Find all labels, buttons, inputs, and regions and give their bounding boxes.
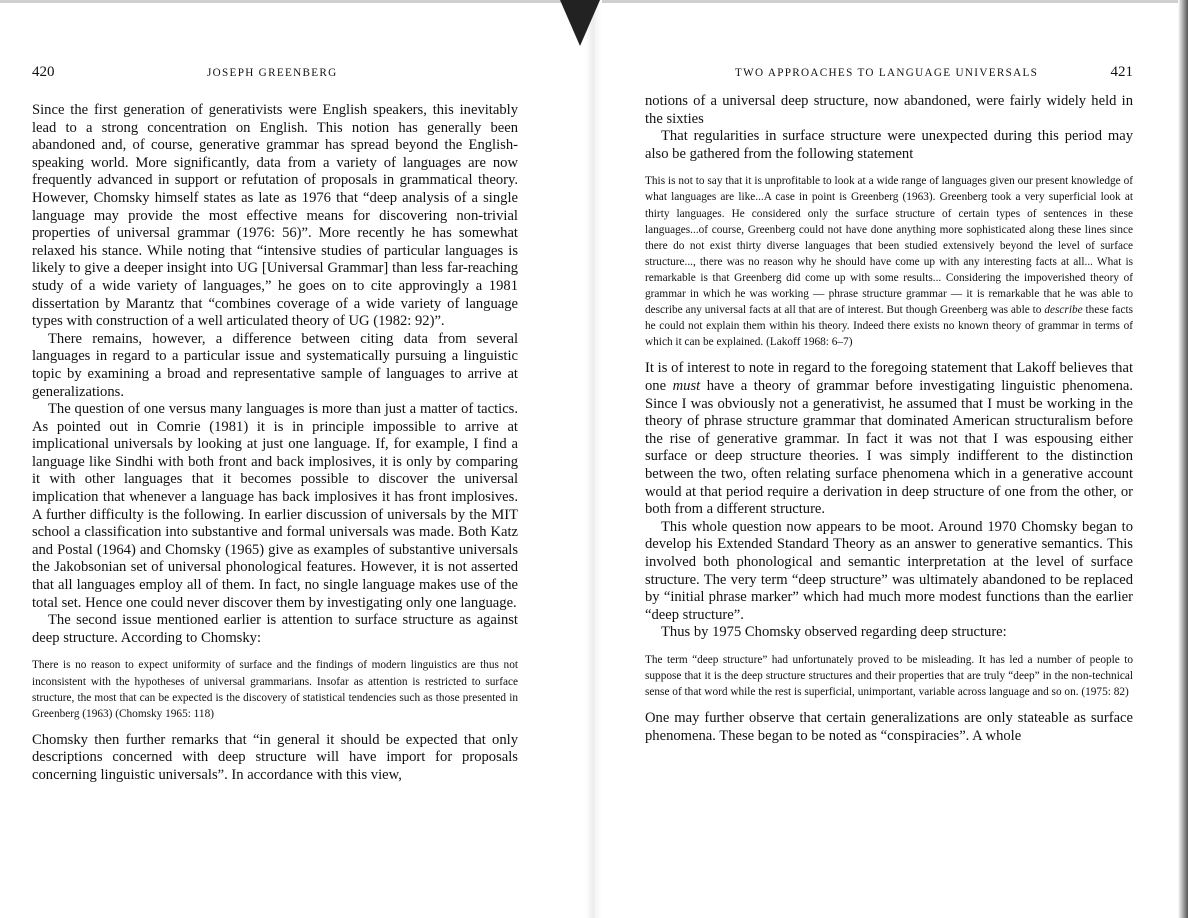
- paragraph: Chomsky then further remarks that “in general it should be expected that only descriptions concerned with deep structure will have import for proposals concerning linguistic universals”. In accordance with this view,: [32, 731, 518, 783]
- block-quote: [645, 173, 1133, 350]
- emphasis: must: [672, 378, 701, 394]
- page-number: 421: [1110, 64, 1133, 80]
- block-quote: There is no reason to expect uniformity of surface and the findings of modern linguistics are thus not inconsistent with the hypotheses of universal grammarians. Insofar as attention is restricted to surface structure, the most that can be expected is the discovery of statistical tendencies such as those presented in Greenberg (1963) (Chomsky 1965: 118): [32, 659, 518, 720]
- paragraph: This whole question now appears to be moot. Around 1970 Chomsky began to develop his Extended Standard Theory as an answer to generative semantics. This involved both phonological and semantic interpretation at the level of surface structure. The very term “deep structure” was ultimately abandoned to be replaced by “initial phrase marker” which had much more modest functions than the earlier “deep structure”.: [645, 518, 1133, 623]
- paragraph: The second issue mentioned earlier is attention to surface structure as against deep structure. According to Chomsky:: [32, 612, 518, 646]
- paragraph: Thus by 1975 Chomsky observed regarding deep structure:: [661, 624, 1007, 641]
- left-page-header: [32, 64, 518, 86]
- paragraph-text: have a theory of grammar before investigating linguistic phenomena. Since I was obviously not a generativist, he assumed that I must be working in the theory of phrase structure grammar that dominated American structuralism before the rise of generative grammar. In fact it was not that I was espousing either surface or deep structure theories. I was simply indifferent to the distinction between the two, often relating surface phenomena which in a generative account would at that period require a derivation in deep structure of one from the other, or both from a different structure.: [645, 378, 1133, 518]
- gutter-shadow-mark: [560, 0, 600, 46]
- paragraph: One may further observe that certain generalizations are only stateable as surface phenomena. These began to be noted as “conspiracies”. A whole: [645, 710, 1133, 744]
- block-quote: The term “deep structure” had unfortunately proved to be misleading. It has led a number of people to suppose that it is the deep structure structures and their properties that are truly “deep” in the non-technical sense of that word while the rest is superficial, unimportant, variable across language and so on. (1975: 82): [645, 653, 1133, 699]
- paragraph: notions of a universal deep structure, now abandoned, were fairly widely held in the sixties: [645, 93, 1133, 127]
- running-head: JOSEPH GREENBERG: [207, 67, 338, 79]
- book-gutter: [586, 0, 602, 918]
- left-page-body: [32, 102, 518, 785]
- page-number: 420: [32, 64, 55, 80]
- paragraph: Since the first generation of generativists were English speakers, this inevitably lead to a strong concentration on English. This notion has generally been abandoned and, of course, generative grammar has spread beyond the English-speaking world. More significantly, data from a variety of languages are now frequently advanced in support or refutation of proposals in grammatical theory. However, Chomsky himself states as late as 1976 that “deep analysis of a single language may provide the most effective means for discovering non-trivial properties of universal grammar (1976: 56)”. More recently he has somewhat relaxed his stance. While noting that “intensive studies of particular languages is likely to give a deeper insight into UG [Universal Grammar] than less far-reaching study of a wide variety of languages,” he goes on to cite approvingly a 1981 dissertation by Marantz that “combines coverage of a wide variety of language types with construction of a well articulated theory of UG (1982: 92)”.: [32, 102, 518, 330]
- page-edge-shadow: [1178, 0, 1188, 918]
- right-page-body: [645, 93, 1133, 745]
- right-page-header: [645, 64, 1133, 86]
- paragraph: [645, 360, 1133, 518]
- paragraph-text: It is of interest to note in regard to the foregoing statement that Lakoff believes that one: [645, 360, 1133, 394]
- quote-text: This is not to say that it is unprofitable to look at a wide range of languages given our present knowledge of what languages are like...A case in point is Greenberg (1963). Greenberg took a very superficial look at thirty languages. He considered only the surface structure of certain types of sentences in these languages...of course, Greenberg could not have done anything more sophisticated along these lines since there do not exist thirty diverse languages that been studied extensively beyond the level of surface structure..., there was no reason why he should have come up with any interesting facts at all... What is remarkable is that Greenberg did come up with some results... Considering the impoverished theory of grammar in which he was working — phrase structure grammar — it is remarkable that he was able to describe any universal facts at all that are of interest. But though Greenberg was able to: [645, 175, 1133, 317]
- running-head: TWO APPROACHES TO LANGUAGE UNIVERSALS: [735, 67, 1039, 79]
- paragraph: There remains, however, a difference between citing data from several languages in regard to a particular issue and systematically pursuing a linguistic topic by examining a broad and representative sample of languages to arrive at generalizations.: [32, 330, 518, 400]
- quote-text: these facts he could not explain them within his theory. Indeed there exists no known theory of grammar in terms of which it can be explained. (Lakoff 1968: 6–7): [645, 304, 1133, 349]
- paragraph: The question of one versus many languages is more than just a matter of tactics. As pointed out in Comrie (1981) it is in principle impossible to arrive at implicational universals by looking at just one language. If, for example, I find a language like Sindhi with both front and back implosives, it is only by comparing it with other languages that it becomes possible to discover the universal implication that whenever a language has back implosives it has front implosives. A further difficulty is the following. In earlier discussion of universals by the MIT school a classification into substantive and formal universals was made. Both Katz and Postal (1964) and Chomsky (1965) give as examples of substantive universals the Jakobsonian set of universal phonological features. However, it is not asserted that all languages employ all of them. In fact, no single language makes use of the total set. Hence one could never discover them by investigating only one language.: [32, 401, 518, 611]
- emphasis: describe: [1044, 304, 1083, 317]
- paragraph: That regularities in surface structure were unexpected during this period may also be gathered from the following statement: [645, 128, 1133, 162]
